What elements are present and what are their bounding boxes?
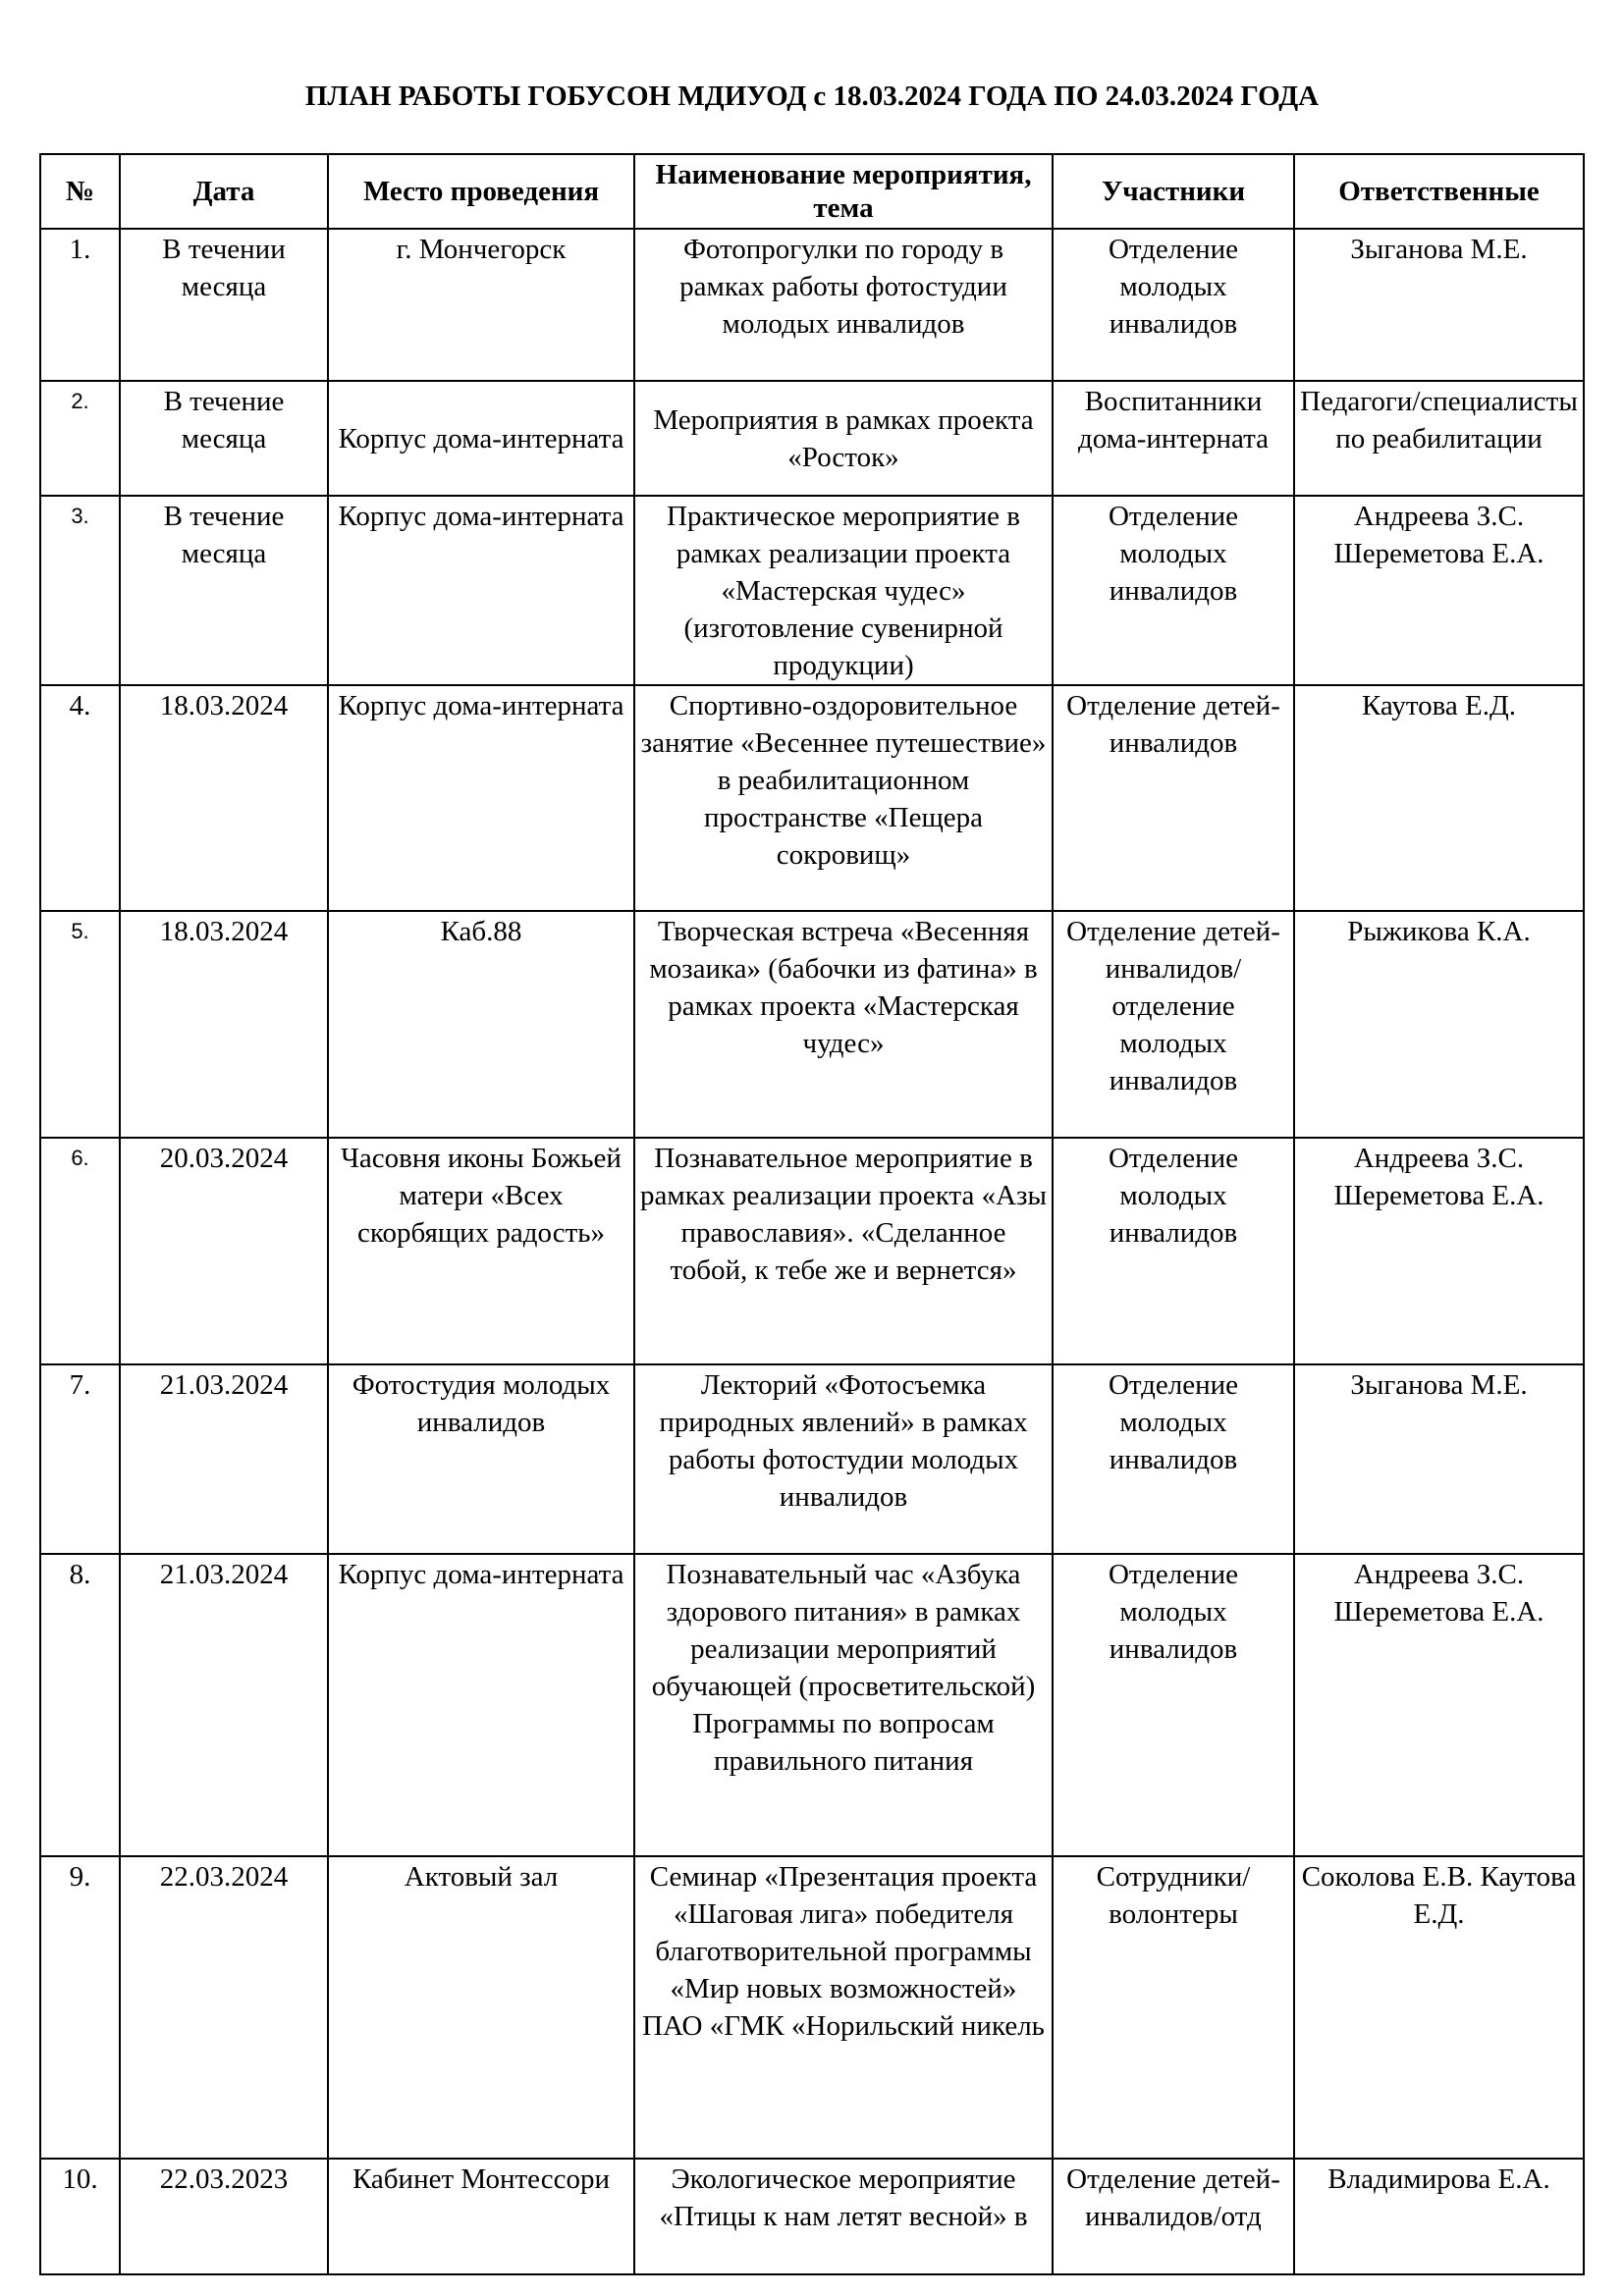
row-place: Актовый зал [328, 1856, 634, 2159]
row-place: Кабинет Монтессори [328, 2159, 634, 2274]
row-num: 2. [40, 381, 120, 496]
row-num: 8. [40, 1554, 120, 1856]
row-event: Экологическое мероприятие «Птицы к нам летят весной» в [634, 2159, 1053, 2274]
row-event: Фотопрогулки по городу в рамках работы фотостудии молодых инвалидов [634, 229, 1053, 381]
row-participants: Отделение детей-инвалидов/отд [1053, 2159, 1294, 2274]
row-event: Познавательное мероприятие в рамках реализации проекта «Азы православия». «Сделанное тобой, к тебе же и вернется» [634, 1138, 1053, 1364]
row-responsible: Рыжикова К.А. [1294, 911, 1584, 1138]
row-date: 18.03.2024 [120, 911, 328, 1138]
row-place: Часовня иконы Божьей матери «Всех скорбящих радость» [328, 1138, 634, 1364]
row-num: 5. [40, 911, 120, 1138]
row-event: Познавательный час «Азбука здорового питания» в рамках реализации мероприятий обучающей (просветительской) Программы по вопросам правильного питания [634, 1554, 1053, 1856]
row-event: Мероприятия в рамках проекта «Росток» [634, 381, 1053, 496]
row-participants: Отделение молодых инвалидов [1053, 1364, 1294, 1554]
row-responsible: Педагоги/специалисты по реабилитации [1294, 381, 1584, 496]
table-row [40, 229, 1584, 381]
header-responsible: Ответственные [1294, 154, 1584, 229]
row-event: Спортивно-оздоровительное занятие «Весеннее путешествие» в реабилитационном пространстве «Пещера сокровищ» [634, 685, 1053, 911]
row-responsible: Зыганова М.Е. [1294, 229, 1584, 381]
row-participants: Отделение детей-инвалидов [1053, 685, 1294, 911]
row-place: Корпус дома-интерната [328, 381, 634, 496]
row-participants: Отделение молодых инвалидов [1053, 496, 1294, 685]
row-participants: Воспитанники дома-интерната [1053, 381, 1294, 496]
header-place: Место проведения [328, 154, 634, 229]
row-date: 20.03.2024 [120, 1138, 328, 1364]
row-responsible: Андреева З.С. Шереметова Е.А. [1294, 1138, 1584, 1364]
row-participants: Отделение молодых инвалидов [1053, 1554, 1294, 1856]
row-place: Корпус дома-интерната [328, 685, 634, 911]
table-row [40, 496, 1584, 685]
row-date: 21.03.2024 [120, 1364, 328, 1554]
row-responsible: Зыганова М.Е. [1294, 1364, 1584, 1554]
row-num: 6. [40, 1138, 120, 1364]
row-place: Каб.88 [328, 911, 634, 1138]
header-date: Дата [120, 154, 328, 229]
header-num: № [40, 154, 120, 229]
row-place: г. Мончегорск [328, 229, 634, 381]
row-date: В течение месяца [120, 496, 328, 685]
row-participants: Отделение молодых инвалидов [1053, 229, 1294, 381]
row-responsible: Каутова Е.Д. [1294, 685, 1584, 911]
row-num: 3. [40, 496, 120, 685]
row-event: Семинар «Презентация проекта «Шаговая лига» победителя благотворительной программы «Мир новых возможностей» ПАО «ГМК «Норильский никель [634, 1856, 1053, 2159]
row-participants: Отделение детей-инвалидов/отделение молодых инвалидов [1053, 911, 1294, 1138]
row-num: 4. [40, 685, 120, 911]
row-place: Фотостудия молодых инвалидов [328, 1364, 634, 1554]
row-date: В течении месяца [120, 229, 328, 381]
row-event: Творческая встреча «Весенняя мозаика» (бабочки из фатина» в рамках проекта «Мастерская чудес» [634, 911, 1053, 1138]
row-responsible: Соколова Е.В. Каутова Е.Д. [1294, 1856, 1584, 2159]
row-event: Лекторий «Фотосъемка природных явлений» в рамках работы фотостудии молодых инвалидов [634, 1364, 1053, 1554]
row-date: 22.03.2024 [120, 1856, 328, 2159]
row-num: 9. [40, 1856, 120, 2159]
row-date: 21.03.2024 [120, 1554, 328, 1856]
table-row [40, 381, 1584, 496]
row-responsible: Владимирова Е.А. [1294, 2159, 1584, 2274]
header-row [40, 154, 1584, 229]
table-row [40, 911, 1584, 1138]
row-place: Корпус дома-интерната [328, 496, 634, 685]
table-row [40, 1138, 1584, 1364]
plan-table [39, 153, 1585, 2275]
table-row [40, 1364, 1584, 1554]
header-event: Наименование мероприятия, тема [634, 154, 1053, 229]
table-row [40, 1554, 1584, 1856]
table-row [40, 1856, 1584, 2159]
table-row [40, 2159, 1584, 2274]
row-participants: Отделение молодых инвалидов [1053, 1138, 1294, 1364]
page-title: ПЛАН РАБОТЫ ГОБУСОН МДИУОД с 18.03.2024 ГОДА ПО 24.03.2024 ГОДА [304, 80, 1320, 112]
row-responsible: Андреева З.С. Шереметова Е.А. [1294, 496, 1584, 685]
row-num: 10. [40, 2159, 120, 2274]
row-date: 18.03.2024 [120, 685, 328, 911]
row-participants: Сотрудники/ волонтеры [1053, 1856, 1294, 2159]
row-date: В течение месяца [120, 381, 328, 496]
row-num: 1. [40, 229, 120, 381]
row-num: 7. [40, 1364, 120, 1554]
header-participants: Участники [1053, 154, 1294, 229]
table-row [40, 685, 1584, 911]
row-date: 22.03.2023 [120, 2159, 328, 2274]
row-responsible: Андреева З.С. Шереметова Е.А. [1294, 1554, 1584, 1856]
row-place: Корпус дома-интерната [328, 1554, 634, 1856]
row-event: Практическое мероприятие в рамках реализации проекта «Мастерская чудес» (изготовление сувенирной продукции) [634, 496, 1053, 685]
